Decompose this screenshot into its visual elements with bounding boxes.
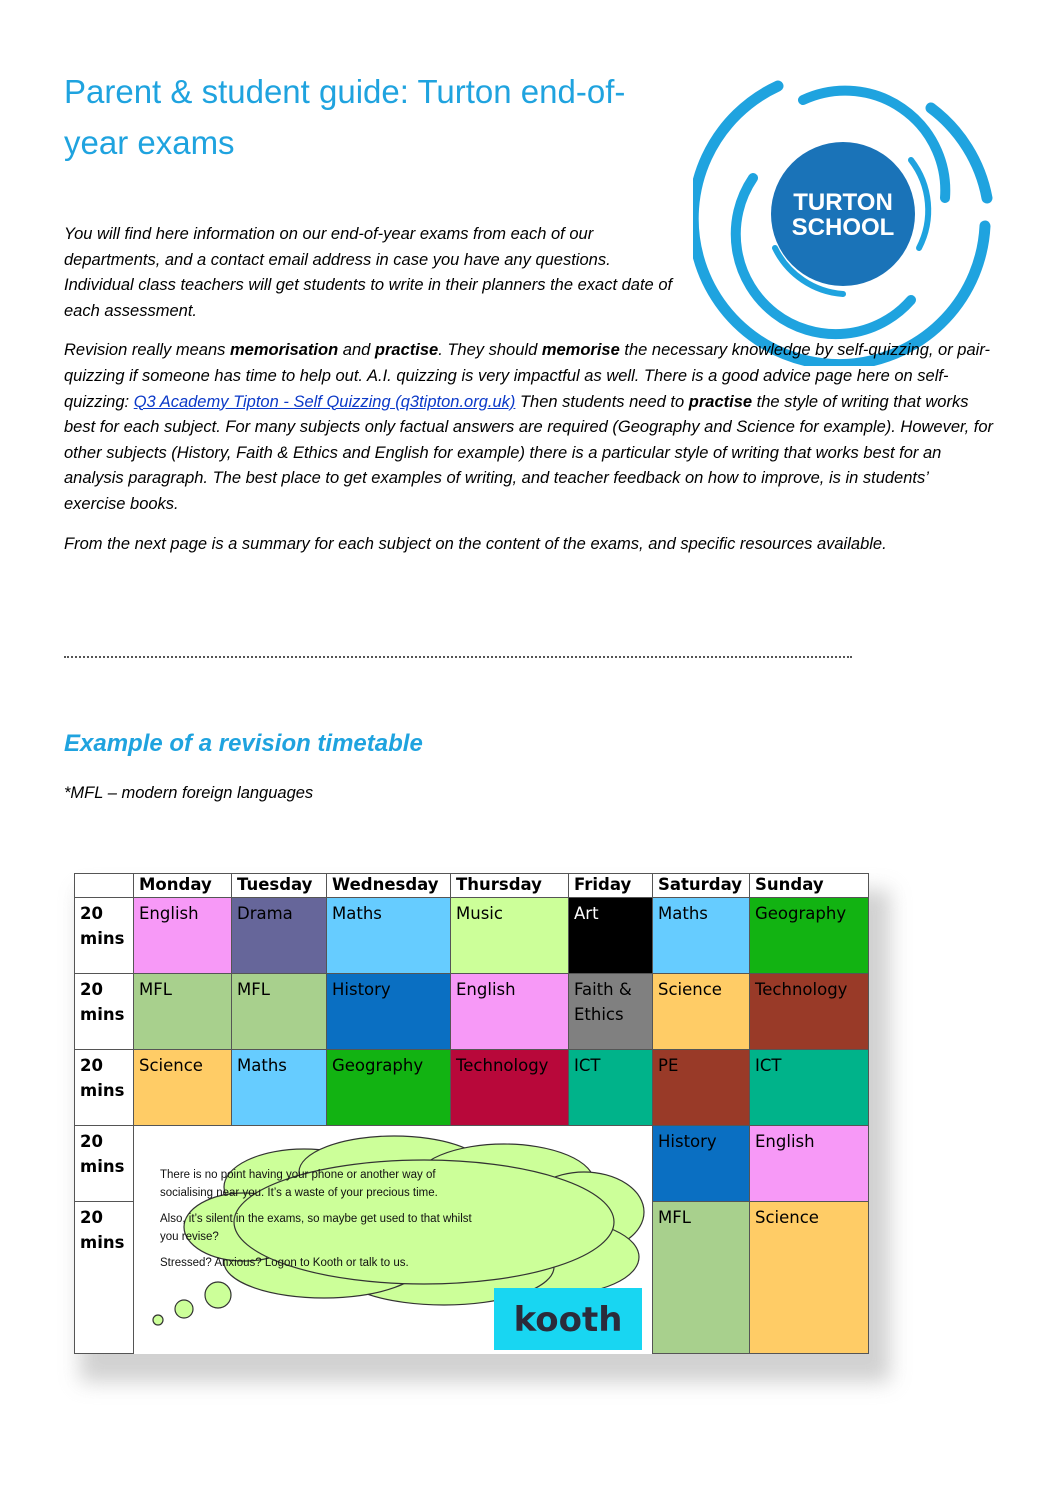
- kooth-logo: [494, 1288, 642, 1350]
- subject-cell: Maths: [327, 898, 451, 974]
- time-slot-label: 20 mins: [75, 1050, 134, 1126]
- kooth-wordmark: [494, 1288, 642, 1350]
- day-header: Sunday: [750, 874, 869, 898]
- day-header: Monday: [134, 874, 232, 898]
- subject-cell: Geography: [327, 1050, 451, 1126]
- subject-cell: MFL: [232, 974, 327, 1050]
- dotted-divider: [64, 656, 852, 658]
- subject-cell: Science: [653, 974, 750, 1050]
- timetable-row: [75, 1050, 869, 1126]
- timetable-row: [75, 898, 869, 974]
- day-header: Wednesday: [327, 874, 451, 898]
- subject-cell: Science: [134, 1050, 232, 1126]
- subject-cell: ICT: [569, 1050, 653, 1126]
- subject-cell: Science: [750, 1202, 869, 1354]
- day-header: Saturday: [653, 874, 750, 898]
- subject-cell: English: [750, 1126, 869, 1202]
- day-header: Friday: [569, 874, 653, 898]
- day-header: Tuesday: [232, 874, 327, 898]
- subject-cell: History: [653, 1126, 750, 1202]
- subject-cell: MFL: [653, 1202, 750, 1354]
- subject-cell: Drama: [232, 898, 327, 974]
- corner-cell: [75, 874, 134, 898]
- bubble-line-2: Also, it’s silent in the exams, so maybe get used to that whilst you revise?: [160, 1213, 472, 1243]
- subject-cell: Music: [451, 898, 569, 974]
- timetable-heading: Example of a revision timetable: [64, 730, 423, 757]
- day-header: Thursday: [451, 874, 569, 898]
- revision-timetable: [74, 873, 868, 1354]
- thought-dot: [175, 1300, 193, 1318]
- intro-paragraph-2: Revision really means memorisation and practise. They should memorise the necessary knowledge by self-quizzing, or pair-quizzing if someone has time to help out. A.I. quizzing is very impactful as well. There is a good advice page here on self-quizzing: Q3 Academy Tipton - Self Quizzing (q3tipton.org.uk) Then students need to practise the style of writing that works best for each subject. For many subjects only factual answers are required (Geography and Science for example). However, for other subjects (History, Faith & Ethics and English for example) there is a particular style of writing that works best for an analysis paragraph. The best place to get examples of writing, and teacher feedback on how to improve, is in students’ exercise books.: [64, 341, 994, 513]
- page-title: Parent & student guide: Turton end-of-year exams: [64, 73, 626, 161]
- subject-cell: Faith & Ethics: [569, 974, 653, 1050]
- subject-cell: English: [451, 974, 569, 1050]
- subject-cell: PE: [653, 1050, 750, 1126]
- self-quizzing-link[interactable]: Q3 Academy Tipton - Self Quizzing (q3tipton.org.uk): [133, 392, 516, 411]
- subject-cell: Technology: [750, 974, 869, 1050]
- subject-cell: Art: [569, 898, 653, 974]
- subject-cell: ICT: [750, 1050, 869, 1126]
- subject-cell: Technology: [451, 1050, 569, 1126]
- intro-paragraph-1: You will find here information on our end-of-year exams from each of our departments, and a contact email address in case you have any questions. Individual class teachers will get students to write in their planners the exact date of each assessment.: [64, 225, 673, 320]
- time-slot-label: 20 mins: [75, 1126, 134, 1202]
- mfl-note: *MFL – modern foreign languages: [64, 784, 314, 802]
- bubble-line-1: There is no point having your phone or another way of socialising near you. It’s a waste of your precious time.: [160, 1169, 438, 1199]
- logo-line1: TURTON: [793, 189, 893, 216]
- subject-cell: History: [327, 974, 451, 1050]
- logo-line2: SCHOOL: [791, 214, 895, 241]
- timetable-row: [75, 974, 869, 1050]
- thought-dot: [205, 1282, 231, 1308]
- bubble-line-3: Stressed? Anxious? Logon to Kooth or talk to us.: [160, 1257, 409, 1269]
- time-slot-label: 20 mins: [75, 974, 134, 1050]
- thought-dot: [153, 1315, 163, 1325]
- subject-cell: Geography: [750, 898, 869, 974]
- subject-cell: Maths: [653, 898, 750, 974]
- intro-text: [64, 222, 994, 571]
- kooth-label: kooth: [513, 1300, 623, 1340]
- subject-cell: English: [134, 898, 232, 974]
- thought-bubble-text: [160, 1166, 490, 1280]
- subject-cell: MFL: [134, 974, 232, 1050]
- subject-cell: Maths: [232, 1050, 327, 1126]
- time-slot-label: 20 mins: [75, 898, 134, 974]
- time-slot-label: 20 mins: [75, 1202, 134, 1354]
- intro-paragraph-3: From the next page is a summary for each subject on the content of the exams, and specific resources available.: [64, 534, 887, 553]
